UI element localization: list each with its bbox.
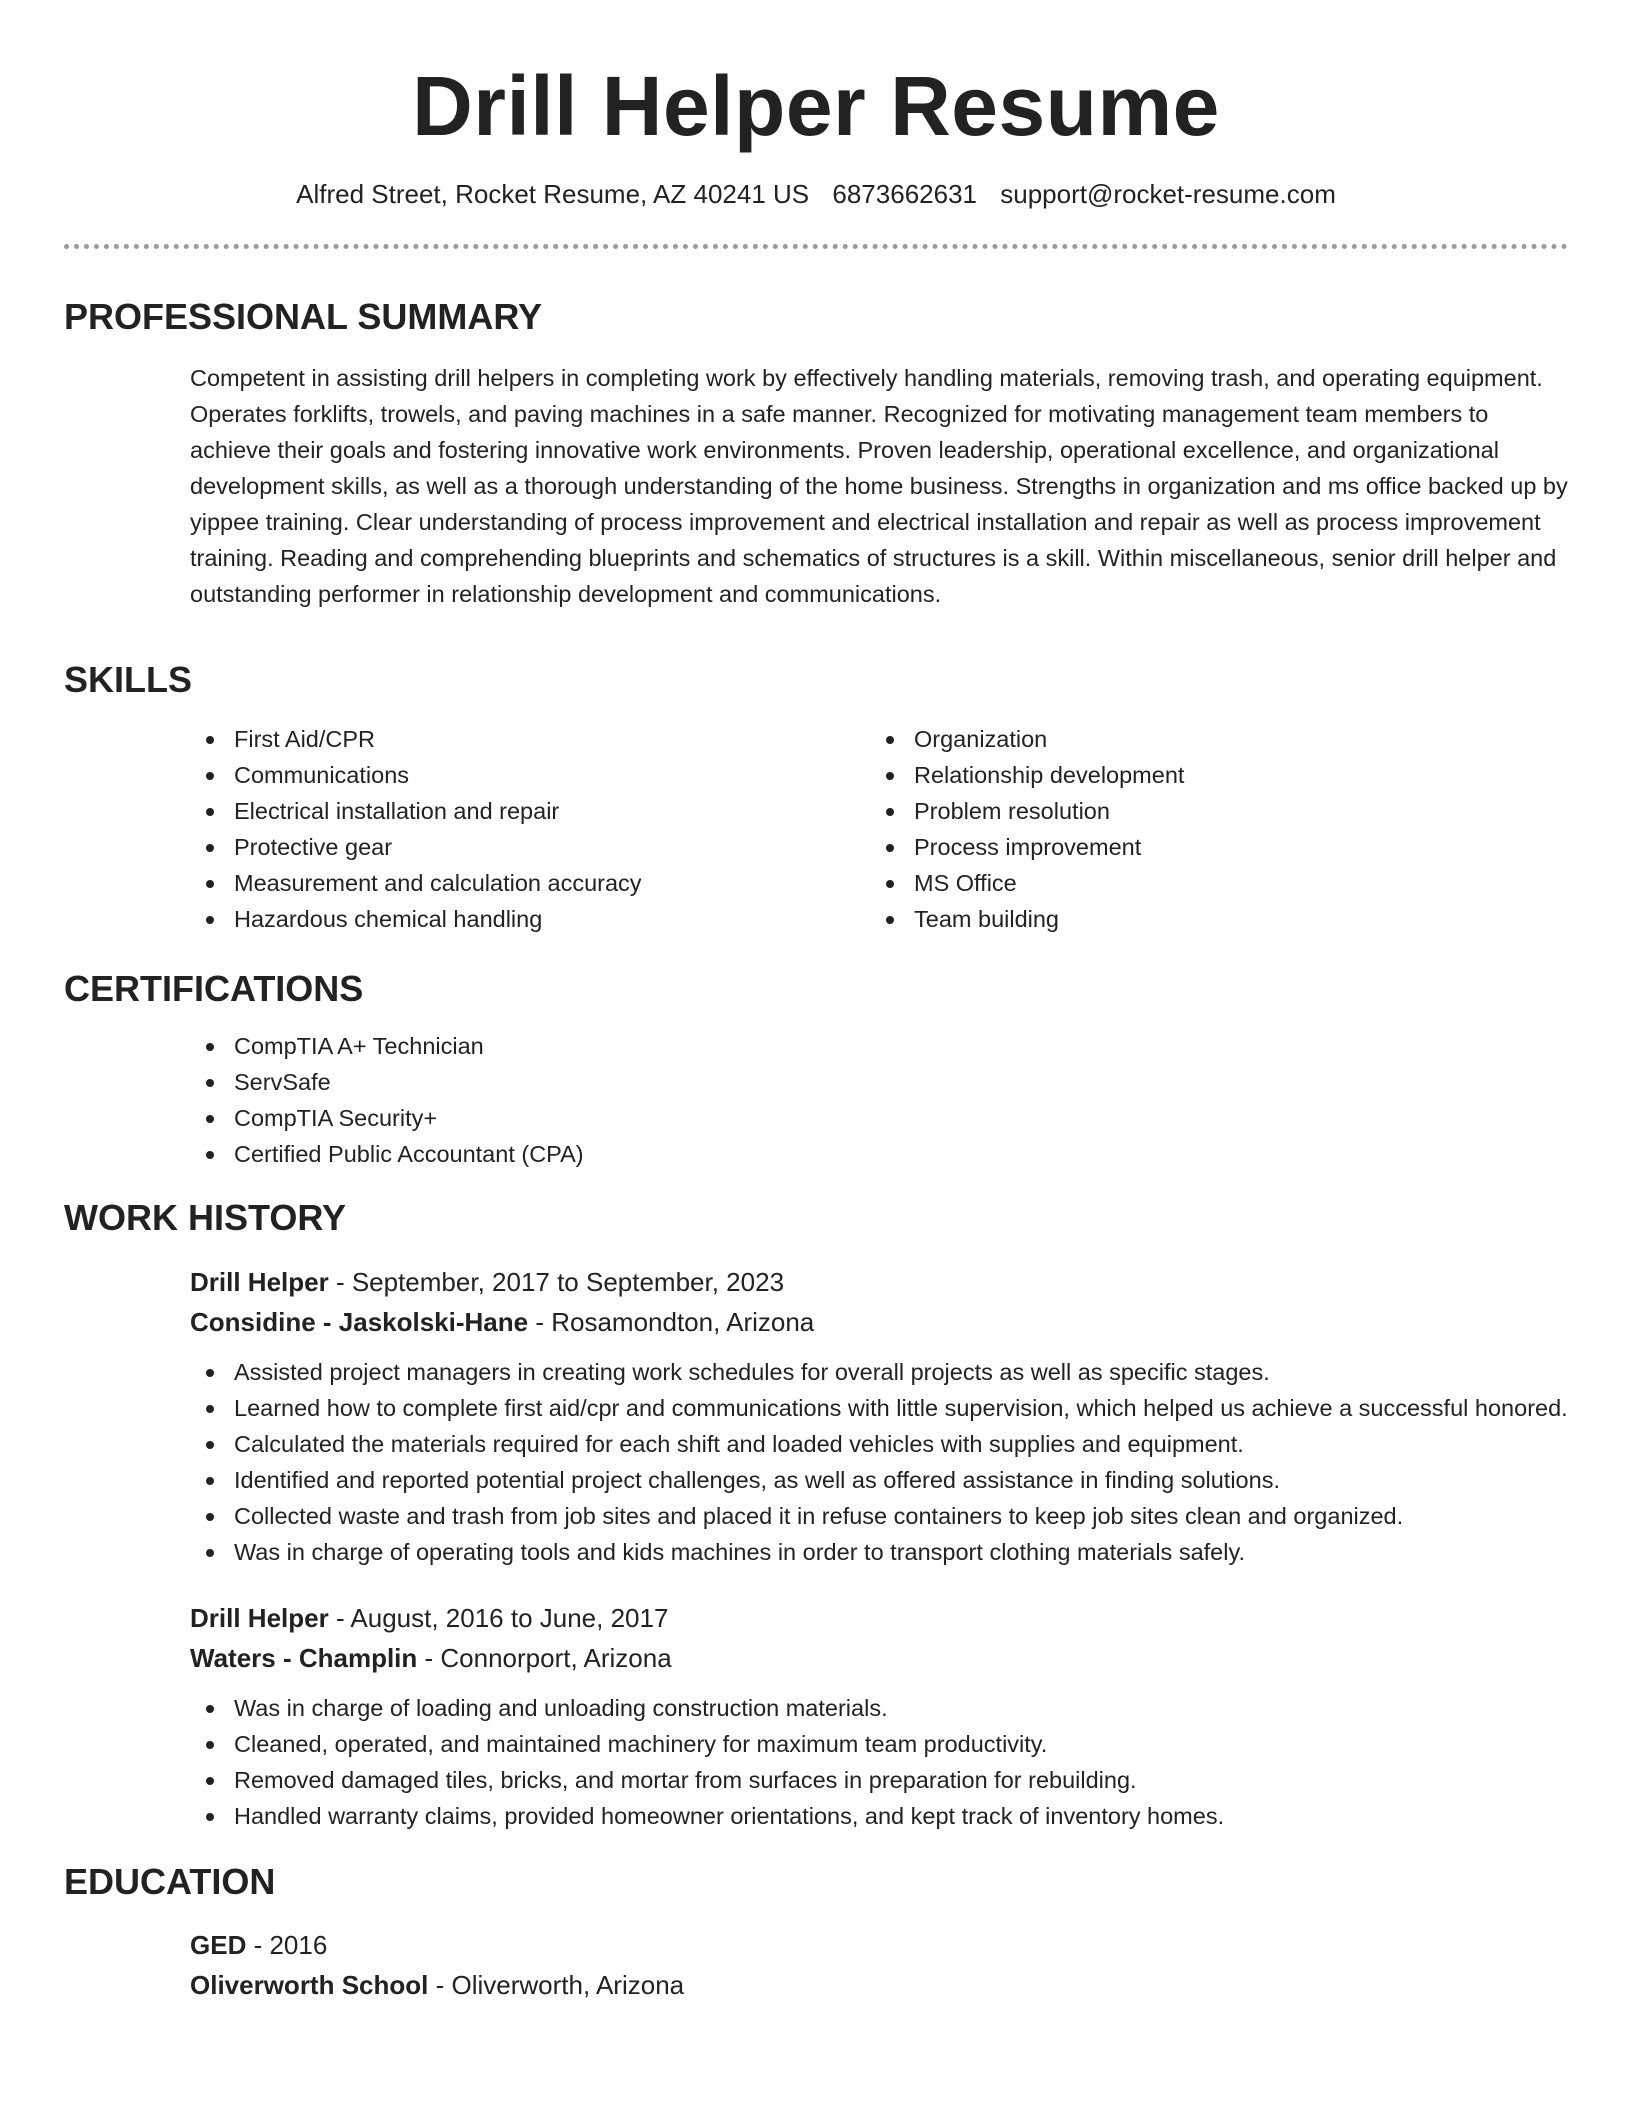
job-title: Drill Helper: [190, 1602, 329, 1633]
list-item: Calculated the materials required for each shift and loaded vehicles with supplies and equipment.: [190, 1426, 1568, 1462]
list-item: Certified Public Accountant (CPA): [190, 1136, 1568, 1172]
skills-columns: [190, 721, 1568, 937]
contact-line: [64, 179, 1568, 210]
job-title-line: [190, 1262, 1568, 1302]
education-school: Oliverworth School: [190, 1969, 429, 2000]
list-item: Identified and reported potential project challenges, as well as offered assistance in finding solutions.: [190, 1462, 1568, 1498]
list-item: Measurement and calculation accuracy: [190, 865, 870, 901]
list-item: Was in charge of loading and unloading construction materials.: [190, 1690, 1568, 1726]
skills-left-list: [190, 721, 870, 937]
list-item: Process improvement: [870, 829, 1550, 865]
list-item: Problem resolution: [870, 793, 1550, 829]
list-item: Hazardous chemical handling: [190, 901, 870, 937]
job-company: Considine - Jaskolski-Hane: [190, 1306, 529, 1337]
list-item: Team building: [870, 901, 1550, 937]
skills-right-list: [870, 721, 1550, 937]
resume-title: Drill Helper Resume: [412, 59, 1220, 153]
job-dates: - September, 2017 to September, 2023: [328, 1266, 785, 1297]
education-degree: GED: [190, 1929, 247, 1960]
list-item: Removed damaged tiles, bricks, and mortar from surfaces in preparation for rebuilding.: [190, 1762, 1568, 1798]
list-item: Was in charge of operating tools and kids machines in order to transport clothing materials safely.: [190, 1534, 1568, 1570]
list-item: Collected waste and trash from job sites and placed it in refuse containers to keep job sites clean and organized.: [190, 1498, 1568, 1534]
job-dates: - August, 2016 to June, 2017: [328, 1602, 669, 1633]
summary-heading: PROFESSIONAL SUMMARY: [64, 295, 543, 337]
list-item: Cleaned, operated, and maintained machinery for maximum team productivity.: [190, 1726, 1568, 1762]
list-item: Handled warranty claims, provided homeowner orientations, and kept track of inventory homes.: [190, 1798, 1568, 1834]
contact-address: Alfred Street, Rocket Resume, AZ 40241 US: [296, 178, 810, 209]
skills-heading: SKILLS: [64, 658, 193, 700]
summary-text: Competent in assisting drill helpers in completing work by effectively handling materials, removing trash, and operating equipment. Operates forklifts, trowels, and paving machines in a safe manner. Recognized for motivating management team members to achieve their goals and fostering innovative work environments. Proven leadership, operational excellence, and organizational development skills, as well as a thorough understanding of the home business. Strengths in organization and ms office backed up by yippee training. Clear understanding of process improvement and electrical installation and repair as well as process improvement training. Reading and comprehending blueprints and schematics of structures is a skill. Within miscellaneous, senior drill helper and outstanding performer in relationship development and communications.: [190, 364, 1568, 607]
certifications-list: [190, 1028, 1568, 1172]
list-item: Protective gear: [190, 829, 870, 865]
list-item: Relationship development: [870, 757, 1550, 793]
education-year: - 2016: [246, 1929, 328, 1960]
list-item: CompTIA A+ Technician: [190, 1028, 1568, 1064]
header-divider: [64, 244, 1568, 249]
job-company-line: [190, 1302, 1568, 1342]
job-title-line: [190, 1598, 1568, 1638]
resume-page: [64, 0, 1568, 2005]
job-location: - Connorport, Arizona: [417, 1642, 672, 1673]
work-history-heading: WORK HISTORY: [64, 1197, 347, 1239]
list-item: Learned how to complete first aid/cpr and communications with little supervision, which helped us achieve a successful honored.: [190, 1390, 1568, 1426]
job-location: - Rosamondton, Arizona: [528, 1306, 815, 1337]
list-item: Assisted project managers in creating work schedules for overall projects as well as specific stages.: [190, 1354, 1568, 1390]
certifications-heading: CERTIFICATIONS: [64, 968, 364, 1010]
job-entry: [64, 1262, 1568, 1570]
job-company-line: [190, 1638, 1568, 1678]
list-item: First Aid/CPR: [190, 721, 870, 757]
contact-phone: 6873662631: [832, 178, 977, 209]
list-item: Electrical installation and repair: [190, 793, 870, 829]
job-duties-list: [190, 1690, 1568, 1834]
job-duties-list: [190, 1354, 1568, 1570]
education-school-line: [190, 1965, 1568, 2005]
list-item: MS Office: [870, 865, 1550, 901]
list-item: Communications: [190, 757, 870, 793]
contact-email: support@rocket-resume.com: [1000, 178, 1336, 209]
education-degree-line: [190, 1925, 1568, 1965]
education-heading: EDUCATION: [64, 1860, 276, 1902]
list-item: ServSafe: [190, 1064, 1568, 1100]
education-location: - Oliverworth, Arizona: [428, 1969, 685, 2000]
job-company: Waters - Champlin: [190, 1642, 418, 1673]
job-title: Drill Helper: [190, 1266, 329, 1297]
list-item: Organization: [870, 721, 1550, 757]
job-entry: [64, 1598, 1568, 1834]
list-item: CompTIA Security+: [190, 1100, 1568, 1136]
